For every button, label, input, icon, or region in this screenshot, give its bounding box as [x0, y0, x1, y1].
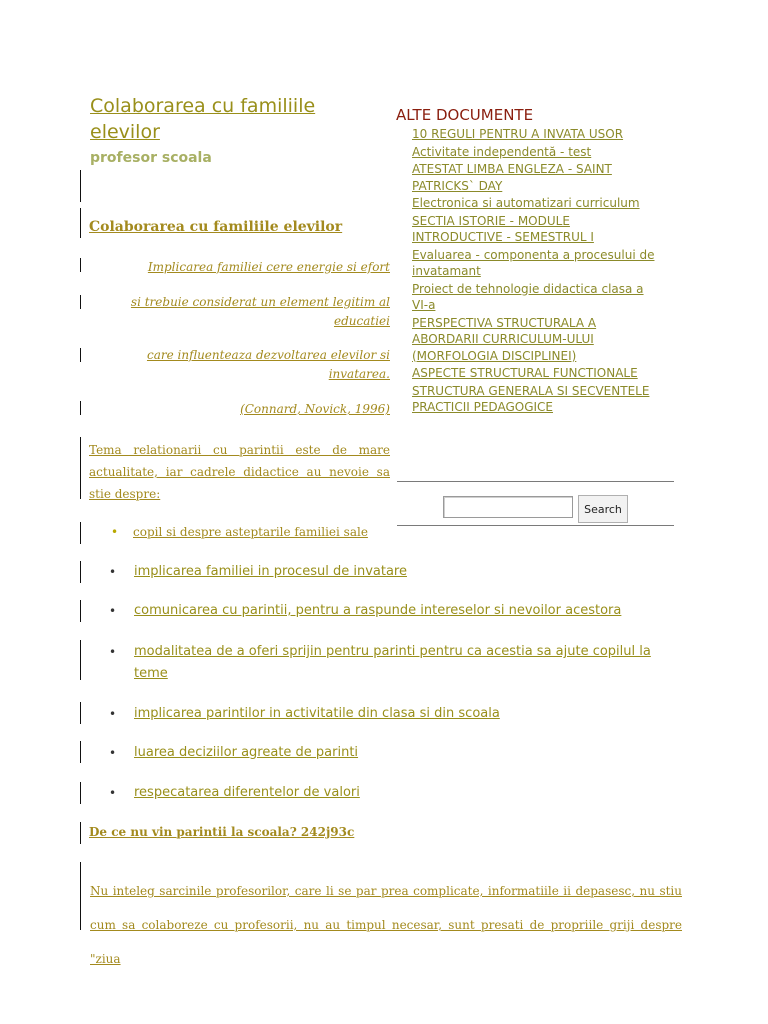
list-item: [109, 703, 500, 725]
page-subtitle: profesor scoala: [90, 150, 212, 166]
intro-paragraph[interactable]: Tema relationarii cu parintii este de mare actualitate, iar cadrele didactice au nevoie sa stie despre:: [89, 443, 390, 501]
related-document-link[interactable]: Activitate independentă - test: [412, 144, 592, 159]
related-document-link[interactable]: 10 REGULI PENTRU A INVATA USOR: [412, 127, 624, 141]
quote-line[interactable]: care influenteaza dezvoltarea elevilor si invatarea.: [146, 348, 390, 381]
list-item-link[interactable]: luarea deciziilor agreate de parinti: [134, 745, 359, 760]
divider: [397, 481, 674, 482]
margin-marker: [80, 862, 81, 930]
list-item: [111, 521, 368, 543]
section-heading[interactable]: Colaborarea cu familiile elevilor: [89, 219, 343, 235]
related-document-link[interactable]: STRUCTURA GENERALA SI SECVENTELE PRACTICII PEDAGOGICE: [412, 383, 650, 414]
bullet-icon: •: [109, 645, 117, 659]
margin-marker: [80, 170, 81, 202]
page-title[interactable]: Colaborarea cu familiile elevilor: [90, 95, 316, 143]
list-item: [109, 742, 358, 764]
question-heading[interactable]: De ce nu vin parintii la scoala? 242j93c: [89, 825, 355, 839]
list-item-link[interactable]: implicarea parintilor in activitatile din clasa si din scoala: [134, 706, 500, 721]
bullet-icon: •: [109, 565, 117, 579]
related-document-link[interactable]: Proiect de tehnologie didactica clasa a VI-a: [412, 281, 644, 312]
list-item-link[interactable]: comunicarea cu parintii, pentru a raspunde intereselor si nevoilor acestora: [134, 603, 622, 618]
related-documents-list: [412, 126, 657, 417]
margin-marker: [80, 822, 81, 844]
bullet-icon: •: [109, 707, 117, 721]
related-document-link[interactable]: ATESTAT LIMBA ENGLEZA - SAINT PATRICKS` DAY: [412, 162, 612, 193]
related-document-link[interactable]: Evaluarea - componenta a procesului de invatamant: [412, 247, 655, 278]
margin-marker: [80, 348, 81, 362]
list-item: [109, 600, 621, 622]
search-button[interactable]: Search: [578, 495, 628, 523]
quote-line[interactable]: si trebuie considerat un element legitim al educatiei: [130, 295, 390, 328]
bullet-icon: •: [109, 604, 117, 618]
bullet-icon: •: [109, 786, 117, 800]
list-item-link[interactable]: implicarea familiei in procesul de invatare: [134, 564, 407, 579]
margin-marker: [80, 702, 81, 724]
list-item-link[interactable]: modalitatea de a oferi sprijin pentru parinti pentru ca acestia sa ajute copilul la teme: [134, 644, 651, 681]
sidebar-heading: ALTE DOCUMENTE: [396, 106, 534, 124]
list-item-link[interactable]: respecatarea diferentelor de valori: [134, 785, 360, 800]
related-document-link[interactable]: ASPECTE STRUCTURAL FUNCTIONALE: [412, 366, 638, 380]
quote-citation[interactable]: (Connard, Novick, 1996): [240, 402, 390, 416]
margin-marker: [80, 640, 81, 680]
margin-marker: [80, 208, 81, 238]
margin-marker: [80, 437, 81, 499]
divider: [397, 525, 674, 526]
list-item: [109, 641, 681, 685]
margin-marker: [80, 258, 81, 272]
bullet-icon: •: [109, 746, 117, 760]
margin-marker: [80, 401, 81, 415]
related-document-link[interactable]: PERSPECTIVA STRUCTURALA A ABORDARII CURRICULUM-ULUI (MORFOLOGIA DISCIPLINEI): [412, 315, 597, 363]
related-document-link[interactable]: SECTIA ISTORIE - MODULE INTRODUCTIVE - SEMESTRUL I: [412, 213, 594, 244]
list-item: [109, 561, 407, 583]
margin-marker: [80, 522, 81, 544]
closing-paragraph[interactable]: Nu inteleg sarcinile profesorilor, care li se par prea complicate, informatiile ii depasesc, nu stiu cum sa colaboreze cu profesorii, nu au timpul necesar, sunt presati de propriile griji despre "ziua: [90, 884, 682, 966]
list-item-link[interactable]: copil si despre asteptarile familiei sale: [133, 525, 368, 539]
margin-marker: [80, 561, 81, 583]
margin-marker: [80, 600, 81, 622]
list-item: [109, 782, 360, 804]
search-input[interactable]: [443, 496, 573, 518]
margin-marker: [80, 741, 81, 763]
bullet-icon: •: [111, 525, 119, 539]
margin-marker: [80, 295, 81, 309]
quote-line[interactable]: Implicarea familiei cere energie si efort: [147, 260, 390, 274]
margin-marker: [80, 782, 81, 804]
related-document-link[interactable]: Electronica si automatizari curriculum: [412, 196, 640, 210]
